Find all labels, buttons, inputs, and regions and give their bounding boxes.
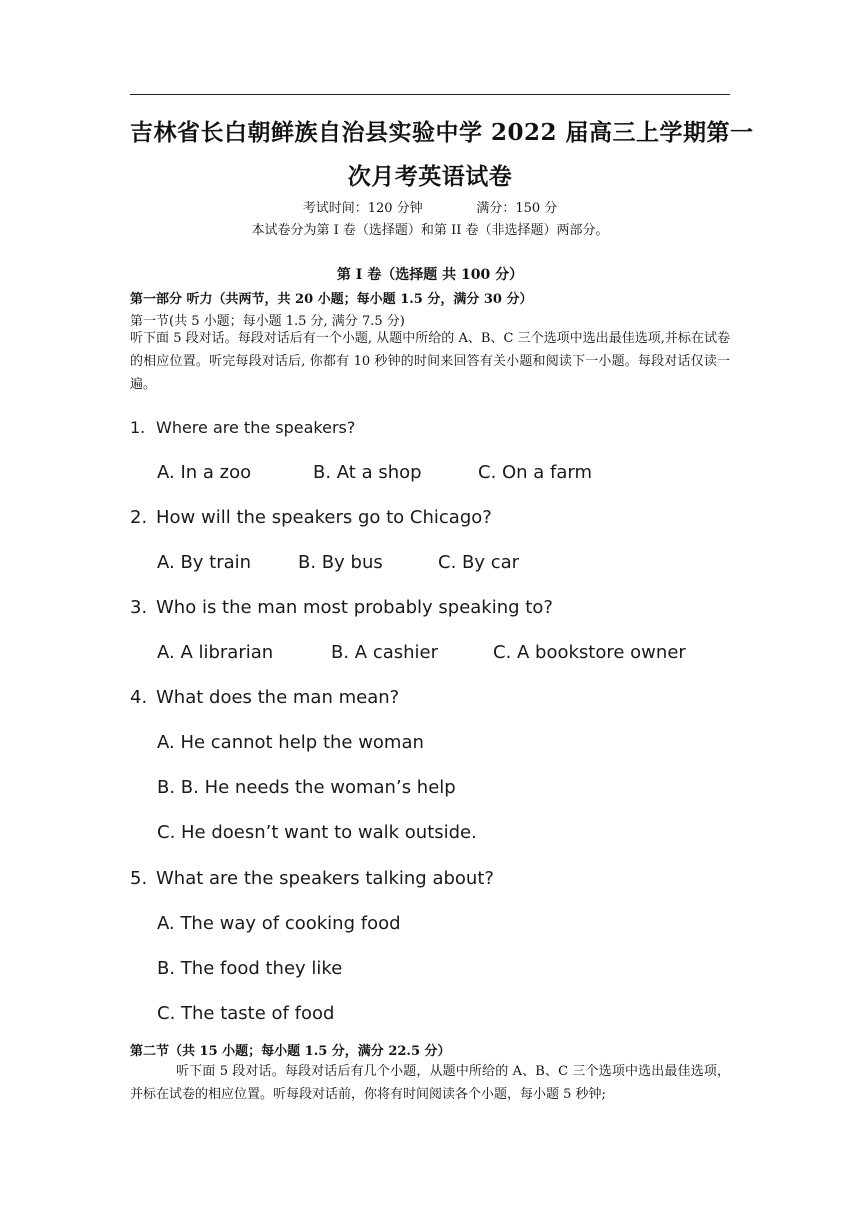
q1-option-c: C. On a farm xyxy=(478,462,593,483)
question-1 xyxy=(130,418,355,437)
question-text: What does the man mean? xyxy=(156,687,400,708)
structure-note: 本试卷分为第 I 卷（选择题）和第 II 卷（非选择题）两部分。 xyxy=(251,223,609,238)
q2-option-b: B. By bus xyxy=(298,552,383,573)
top-rule xyxy=(130,94,730,95)
q4-option-c: C. He doesn’t want to walk outside. xyxy=(157,822,477,843)
q3-option-b: B. A cashier xyxy=(331,642,439,663)
question-number: 2. xyxy=(130,507,148,528)
subsection2-instructions: 听下面 5 段对话。每段对话后有几个小题，从题中所给的 A、B、C 三个选项中选出最佳选项，并标在试卷的相应位置。听每段对话前，你将有时间阅读各个小题，每小题 5 秒钟; xyxy=(130,1064,730,1102)
q2-option-a: A. By train xyxy=(157,552,252,573)
q5-option-c: C. The taste of food xyxy=(157,1003,335,1024)
subsection1-heading: 第一节(共 5 小题；每小题 1.5 分, 满分 7.5 分) xyxy=(130,314,405,329)
question-number: 3. xyxy=(130,597,148,618)
q5-option-b: B. The food they like xyxy=(157,958,343,979)
question-4 xyxy=(130,687,399,708)
q3-option-c: C. A bookstore owner xyxy=(493,642,686,663)
exam-title-line2: 次月考英语试卷 xyxy=(347,163,513,190)
q1-option-a: A. In a zoo xyxy=(157,462,252,483)
section-heading: 第一部分 听力（共两节，共 20 小题；每小题 1.5 分，满分 30 分） xyxy=(130,292,533,307)
subsection1-instructions: 听下面 5 段对话。每段对话后有一个小题, 从题中所给的 A、B、C 三个选项中选出最佳选项,并标在试卷的相应位置。听完每段对话后, 你都有 10 秒钟的时间来回答有关小题和阅读下一小题。每段对话仅读一遍。 xyxy=(130,331,730,392)
question-2 xyxy=(130,507,492,528)
q1-option-b: B. At a shop xyxy=(313,462,422,483)
q4-option-b: B. B. He needs the woman’s help xyxy=(157,777,456,798)
question-5 xyxy=(130,868,494,889)
question-text: What are the speakers talking about? xyxy=(156,868,494,889)
question-number: 4. xyxy=(130,687,148,708)
question-text: Where are the speakers? xyxy=(156,418,356,437)
question-text: Who is the man most probably speaking to? xyxy=(156,597,553,618)
question-3 xyxy=(130,597,553,618)
subsection2-heading: 第二节（共 15 小题；每小题 1.5 分，满分 22.5 分） xyxy=(130,1044,451,1059)
question-number: 1. xyxy=(130,418,146,437)
question-text: How will the speakers go to Chicago? xyxy=(156,507,492,528)
q2-option-c: C. By car xyxy=(438,552,520,573)
question-number: 5. xyxy=(130,868,148,889)
exam-title-line1: 吉林省长白朝鲜族自治县实验中学 2022 届高三上学期第一 xyxy=(130,119,754,146)
q4-option-a: A. He cannot help the woman xyxy=(157,732,424,753)
q5-option-a: A. The way of cooking food xyxy=(157,913,401,934)
q3-option-a: A. A librarian xyxy=(157,642,274,663)
part1-title: 第 I 卷（选择题 共 100 分） xyxy=(336,267,524,283)
exam-info: 考试时间：120 分钟 满分：150 分 xyxy=(302,201,558,216)
